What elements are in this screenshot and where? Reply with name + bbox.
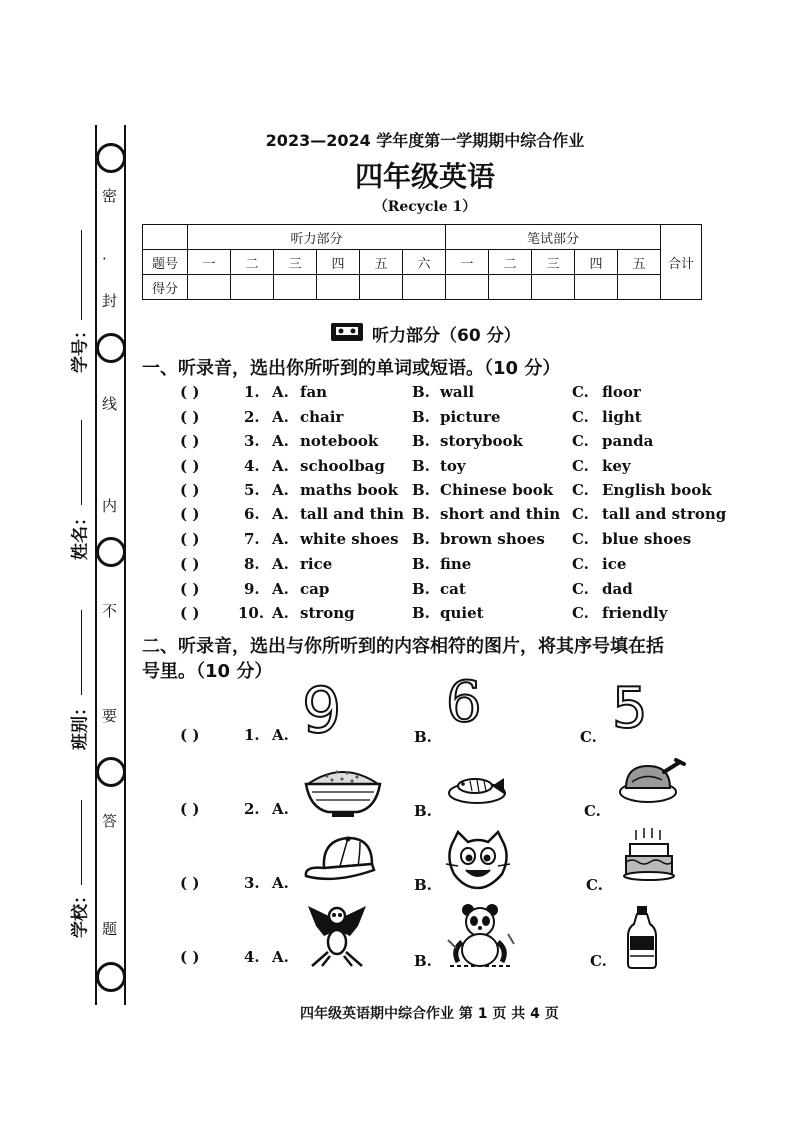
exam-title: 2023—2024 学年度第一学期期中综合作业 <box>265 131 585 150</box>
option-b-label: B. <box>412 383 430 401</box>
score-cell[interactable] <box>446 275 489 300</box>
option-b-label: B. <box>412 530 430 548</box>
question-number: 8. <box>244 555 260 573</box>
score-cell[interactable] <box>317 275 360 300</box>
question-number: 10. <box>238 604 265 622</box>
answer-blank[interactable]: ( ) <box>180 383 200 401</box>
seal-char: 封 <box>102 292 118 310</box>
option-a-label: A. <box>272 555 289 573</box>
score-cell[interactable] <box>575 275 618 300</box>
answer-blank[interactable]: ( ) <box>180 874 200 892</box>
option-a: rice <box>300 555 333 573</box>
option-b-label: B. <box>412 408 430 426</box>
option-a-label: A. <box>272 948 289 966</box>
cap-icon <box>304 832 386 884</box>
student-id-line[interactable] <box>81 230 82 320</box>
option-c-label: C. <box>572 505 589 523</box>
option-a: white shoes <box>300 530 399 548</box>
picture-question-row <box>180 670 740 752</box>
question-row <box>180 383 740 405</box>
option-b-label: B. <box>414 728 432 746</box>
table-header-cell: 三 <box>532 250 575 275</box>
option-a-label: A. <box>272 481 289 499</box>
answer-blank[interactable]: ( ) <box>180 604 200 622</box>
option-b-label: B. <box>412 481 430 499</box>
score-cell[interactable] <box>618 275 661 300</box>
option-a: chair <box>300 408 344 426</box>
table-header-cell: 五 <box>360 250 403 275</box>
answer-blank[interactable]: ( ) <box>180 580 200 598</box>
part1-heading: 一、听录音，选出你所听到的单词或短语。（10 分） <box>142 358 561 379</box>
answer-blank[interactable]: ( ) <box>180 530 200 548</box>
table-header-cell: 四 <box>317 250 360 275</box>
writing-header: 笔试部分 <box>446 225 661 250</box>
table-header-cell: 一 <box>446 250 489 275</box>
option-a: fan <box>300 383 328 401</box>
answer-blank[interactable]: ( ) <box>180 800 200 818</box>
answer-blank[interactable]: ( ) <box>180 408 200 426</box>
score-cell[interactable] <box>532 275 575 300</box>
option-c-label: C. <box>572 383 589 401</box>
question-row <box>180 505 740 527</box>
option-b: fine <box>440 555 472 573</box>
option-a-label: A. <box>272 800 289 818</box>
question-row <box>180 481 740 503</box>
name-line[interactable] <box>81 420 82 505</box>
binding-hole-icon <box>96 537 126 567</box>
binding-hole-icon <box>96 962 126 992</box>
answer-blank[interactable]: ( ) <box>180 948 200 966</box>
fish-dish-icon <box>446 766 508 806</box>
option-b-label: B. <box>412 432 430 450</box>
birthday-cake-icon <box>622 826 676 882</box>
listening-section-title: 听力部分（60 分） <box>372 326 521 346</box>
option-b-label: B. <box>412 555 430 573</box>
option-a-label: A. <box>272 726 289 744</box>
roast-chicken-icon <box>616 758 686 806</box>
option-a-label: A. <box>272 408 289 426</box>
option-c-label: C. <box>584 802 601 820</box>
seal-char: 内 <box>102 497 118 515</box>
option-a-label: A. <box>272 580 289 598</box>
option-c: friendly <box>602 604 668 622</box>
seal-char: 不 <box>102 602 118 620</box>
total-header: 合计 <box>661 225 702 300</box>
option-c: English book <box>602 481 712 499</box>
option-a: maths book <box>300 481 398 499</box>
question-row <box>180 432 740 454</box>
option-a-label: A. <box>272 432 289 450</box>
option-b-label: B. <box>414 802 432 820</box>
question-row <box>180 604 740 626</box>
table-header-cell: 二 <box>489 250 532 275</box>
part2-heading-line2: 号里。（10 分） <box>142 661 273 682</box>
seal-char: 线 <box>102 395 118 413</box>
question-row <box>180 580 740 602</box>
option-a: notebook <box>300 432 379 450</box>
option-c-label: C. <box>572 555 589 573</box>
question-number: 6. <box>244 505 260 523</box>
option-a: cap <box>300 580 330 598</box>
seal-char: 答 <box>102 812 118 830</box>
option-b: picture <box>440 408 501 426</box>
bird-icon <box>304 900 370 968</box>
option-b: wall <box>440 383 475 401</box>
score-cell[interactable] <box>360 275 403 300</box>
answer-blank[interactable]: ( ) <box>180 555 200 573</box>
question-number: 1. <box>244 383 260 401</box>
option-c-label: C. <box>580 728 597 746</box>
option-a-label: A. <box>272 604 289 622</box>
page-footer: 四年级英语期中综合作业 第 1 页 共 4 页 <box>300 1006 559 1022</box>
option-b: brown shoes <box>440 530 545 548</box>
binding-hole-icon <box>96 333 126 363</box>
class-label: 班别： <box>70 699 91 750</box>
option-b: storybook <box>440 432 523 450</box>
option-b-label: B. <box>412 604 430 622</box>
question-row <box>180 530 740 552</box>
question-number: 5. <box>244 481 260 499</box>
score-cell[interactable] <box>231 275 274 300</box>
cassette-tape-icon <box>330 322 364 342</box>
unit-subtitle: （Recycle 1） <box>373 199 477 215</box>
option-c: ice <box>602 555 627 573</box>
option-c: tall and strong <box>602 505 727 523</box>
option-b-number: 6 <box>446 670 482 735</box>
option-c-label: C. <box>572 457 589 475</box>
option-c-label: C. <box>572 604 589 622</box>
panda-icon <box>446 900 516 970</box>
table-header-cell: 三 <box>274 250 317 275</box>
question-number-label: 题号 <box>143 250 188 275</box>
water-bottle-icon <box>624 904 660 970</box>
question-number: 4. <box>244 457 260 475</box>
table-corner <box>143 225 188 250</box>
question-number: 4. <box>244 948 260 966</box>
answer-blank[interactable]: ( ) <box>180 726 200 744</box>
name-label: 姓名： <box>70 509 91 560</box>
option-c: key <box>602 457 631 475</box>
part2-heading-line1: 二、听录音，选出与你所听到的内容相符的图片，将其序号填在括 <box>142 636 664 657</box>
option-a: schoolbag <box>300 457 385 475</box>
option-b: cat <box>440 580 466 598</box>
question-row <box>180 408 740 430</box>
question-row <box>180 457 740 479</box>
subject-title: 四年级英语 <box>354 160 495 193</box>
question-number: 9. <box>244 580 260 598</box>
question-row <box>180 555 740 577</box>
option-c: panda <box>602 432 654 450</box>
option-a-label: A. <box>272 505 289 523</box>
option-b: toy <box>440 457 466 475</box>
option-c-label: C. <box>572 530 589 548</box>
option-a-label: A. <box>272 874 289 892</box>
option-c: blue shoes <box>602 530 692 548</box>
question-number: 3. <box>244 874 260 892</box>
score-cell[interactable] <box>403 275 446 300</box>
score-cell[interactable] <box>274 275 317 300</box>
seal-char: · <box>102 250 107 268</box>
seal-char: 密 <box>102 187 118 205</box>
score-cell[interactable] <box>489 275 532 300</box>
rice-bowl-icon <box>302 760 384 818</box>
question-number: 3. <box>244 432 260 450</box>
option-a-label: A. <box>272 530 289 548</box>
option-b: short and thin <box>440 505 561 523</box>
binding-line-left <box>95 125 97 1005</box>
option-c: light <box>602 408 642 426</box>
option-c-label: C. <box>590 952 607 970</box>
option-a-label: A. <box>272 457 289 475</box>
option-b: quiet <box>440 604 484 622</box>
option-b-label: B. <box>414 952 432 970</box>
score-label: 得分 <box>143 275 188 300</box>
table-header-cell: 五 <box>618 250 661 275</box>
seal-char: 要 <box>102 707 118 725</box>
option-a-number: 9 <box>302 674 342 747</box>
school-label: 学校： <box>70 887 91 938</box>
option-c-label: C. <box>586 876 603 894</box>
answer-blank[interactable]: ( ) <box>180 505 200 523</box>
option-b-label: B. <box>412 505 430 523</box>
class-line[interactable] <box>81 610 82 695</box>
option-a: tall and thin <box>300 505 405 523</box>
binding-line-right <box>124 125 126 1005</box>
option-b-label: B. <box>412 457 430 475</box>
option-a: strong <box>300 604 355 622</box>
answer-blank[interactable]: ( ) <box>180 457 200 475</box>
table-header-cell: 四 <box>575 250 618 275</box>
question-number: 2. <box>244 408 260 426</box>
listening-header: 听力部分 <box>188 225 446 250</box>
score-table <box>142 224 702 300</box>
table-header-cell: 一 <box>188 250 231 275</box>
answer-blank[interactable]: ( ) <box>180 481 200 499</box>
option-b-label: B. <box>414 876 432 894</box>
question-number: 7. <box>244 530 260 548</box>
binding-hole-icon <box>96 143 126 173</box>
student-id-label: 学号： <box>70 322 91 373</box>
cat-face-icon <box>444 830 512 890</box>
option-c: dad <box>602 580 633 598</box>
score-cell[interactable] <box>188 275 231 300</box>
option-c-label: C. <box>572 408 589 426</box>
option-b-label: B. <box>412 580 430 598</box>
question-number: 2. <box>244 800 260 818</box>
question-number: 1. <box>244 726 260 744</box>
option-c-label: C. <box>572 432 589 450</box>
option-b: Chinese book <box>440 481 554 499</box>
option-a-label: A. <box>272 383 289 401</box>
option-c-label: C. <box>572 481 589 499</box>
answer-blank[interactable]: ( ) <box>180 432 200 450</box>
table-header-cell: 二 <box>231 250 274 275</box>
school-line[interactable] <box>81 800 82 885</box>
binding-hole-icon <box>96 757 126 787</box>
option-c: floor <box>602 383 641 401</box>
option-c-label: C. <box>572 580 589 598</box>
seal-char: 题 <box>102 920 118 938</box>
option-c-number: 5 <box>612 676 648 741</box>
table-header-cell: 六 <box>403 250 446 275</box>
